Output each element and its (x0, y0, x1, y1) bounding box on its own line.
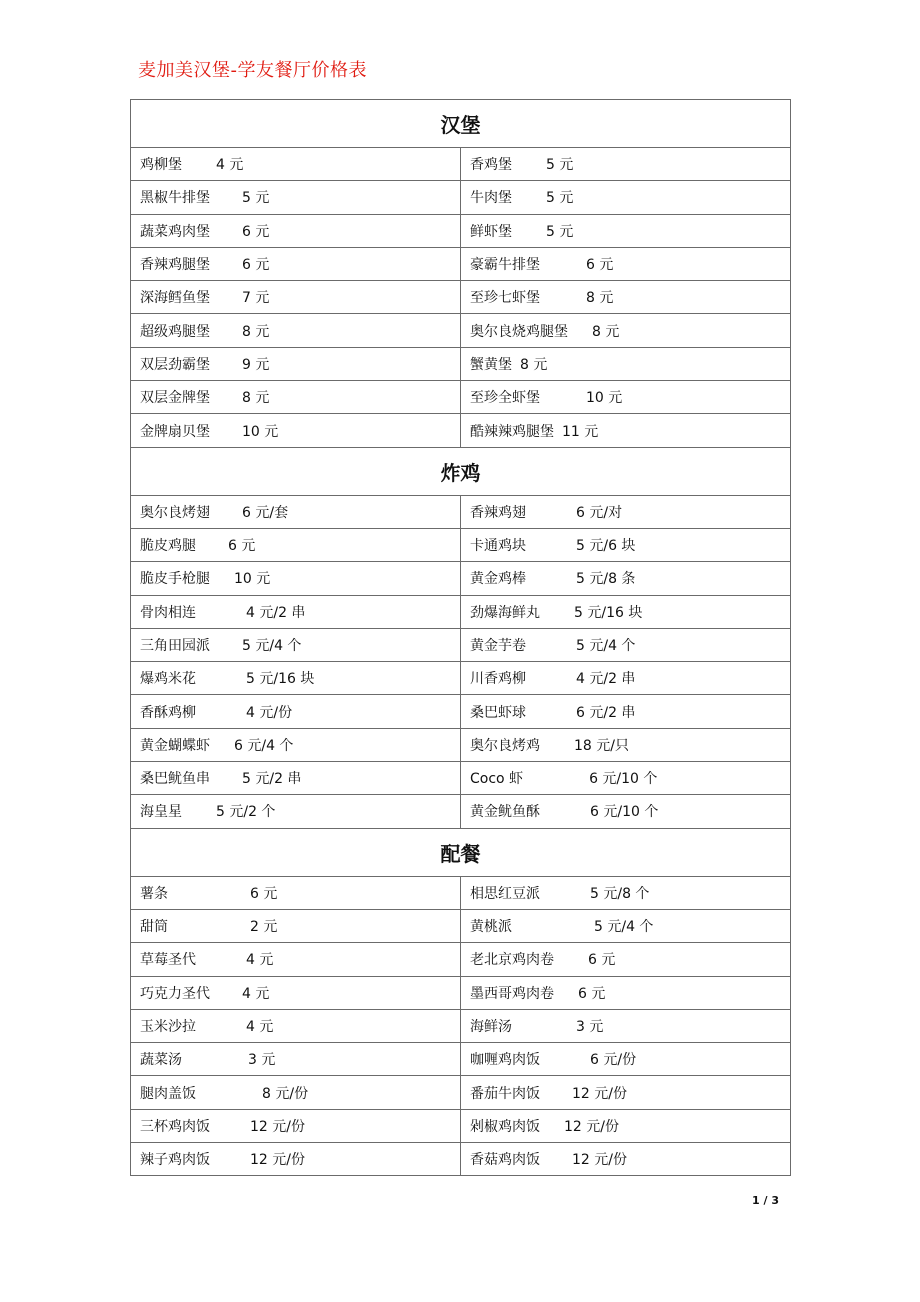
menu-item (131, 976, 461, 1009)
item-name: 玉米沙拉 (140, 1018, 196, 1035)
item-name: 黑椒牛排堡 (140, 190, 210, 207)
menu-item (131, 695, 461, 728)
menu-item (131, 495, 461, 528)
item-name: 黄桃派 (470, 919, 512, 936)
item-name: 鸡柳堡 (140, 157, 182, 174)
menu-item (131, 909, 461, 942)
item-price: 12 元/份 (572, 1152, 627, 1169)
item-name: 脆皮手枪腿 (140, 571, 210, 588)
menu-item (461, 495, 791, 528)
menu-item (461, 695, 791, 728)
item-name: 至珍全虾堡 (470, 390, 540, 407)
menu-item (131, 414, 461, 447)
item-price: 12 元/份 (564, 1118, 619, 1135)
price-table (130, 99, 791, 1176)
menu-item (461, 943, 791, 976)
menu-row (131, 762, 791, 795)
item-price: 8 元 (592, 323, 620, 340)
menu-item (461, 876, 791, 909)
item-price: 6 元/2 串 (576, 704, 636, 721)
item-price: 4 元 (246, 1018, 274, 1035)
item-name: 剁椒鸡肉饭 (470, 1118, 540, 1135)
menu-item (131, 1143, 461, 1176)
item-name: 豪霸牛排堡 (470, 257, 540, 274)
item-price: 5 元/4 个 (576, 638, 636, 654)
item-name: 双层劲霸堡 (140, 356, 210, 373)
item-name: 骨肉相连 (140, 604, 196, 621)
item-name: 香鸡堡 (470, 157, 512, 174)
menu-item (461, 1109, 791, 1142)
menu-item (461, 762, 791, 795)
item-price: 7 元 (242, 290, 270, 307)
menu-row (131, 1076, 791, 1109)
menu-item (461, 181, 791, 214)
menu-item (461, 595, 791, 628)
item-price: 10 元 (586, 390, 623, 407)
item-price: 5 元/2 串 (242, 771, 302, 788)
section-title: 炸鸡 (131, 447, 791, 495)
item-price: 6 元/10 个 (590, 804, 659, 821)
item-price: 6 元/套 (242, 504, 289, 521)
item-name: 黄金鸡棒 (470, 571, 526, 588)
item-name: 甜筒 (140, 919, 168, 936)
item-price: 10 元 (234, 571, 271, 588)
menu-item (131, 1109, 461, 1142)
menu-item (131, 728, 461, 761)
menu-row (131, 695, 791, 728)
item-price: 12 元/份 (572, 1085, 627, 1102)
menu-item (461, 1043, 791, 1076)
item-price: 6 元 (250, 885, 278, 902)
menu-row (131, 1109, 791, 1142)
price-table-body (131, 100, 791, 1176)
menu-row (131, 562, 791, 595)
item-name: 牛肉堡 (470, 190, 512, 207)
item-name: 番茄牛肉饭 (470, 1085, 540, 1102)
menu-item (461, 662, 791, 695)
menu-row (131, 909, 791, 942)
item-name: 爆鸡米花 (140, 671, 196, 688)
menu-item (131, 795, 461, 828)
menu-item (461, 1076, 791, 1109)
item-name: 川香鸡柳 (470, 671, 526, 688)
menu-item (461, 528, 791, 561)
item-price: 8 元 (520, 356, 548, 373)
item-price: 5 元/6 块 (576, 538, 636, 555)
item-price: 8 元 (586, 290, 614, 307)
item-price: 3 元 (248, 1052, 276, 1069)
menu-item (131, 528, 461, 561)
item-price: 4 元/2 串 (246, 604, 306, 621)
menu-item (461, 347, 791, 380)
item-price: 6 元/对 (576, 504, 623, 521)
menu-row (131, 943, 791, 976)
item-name: 蟹黄堡 (470, 356, 512, 373)
item-price: 5 元/8 条 (576, 571, 636, 588)
menu-item (461, 562, 791, 595)
menu-item (131, 595, 461, 628)
menu-row (131, 795, 791, 828)
menu-item (131, 662, 461, 695)
item-name: 老北京鸡肉卷 (470, 952, 554, 969)
item-name: 三杯鸡肉饭 (140, 1118, 210, 1135)
menu-item (131, 314, 461, 347)
item-name: 香辣鸡腿堡 (140, 257, 210, 274)
item-price: 2 元 (250, 919, 278, 936)
menu-item (461, 909, 791, 942)
item-name: 海鲜汤 (470, 1018, 512, 1035)
section-header-row (131, 828, 791, 876)
item-name: 黄金鱿鱼酥 (470, 804, 540, 821)
menu-item (461, 628, 791, 661)
menu-item (461, 148, 791, 181)
item-name: 桑巴鱿鱼串 (140, 771, 210, 788)
item-price: 4 元/份 (246, 704, 293, 721)
item-price: 4 元 (216, 157, 244, 174)
menu-row (131, 595, 791, 628)
item-name: 深海鳕鱼堡 (140, 290, 210, 307)
item-name: 奥尔良烤翅 (140, 504, 210, 521)
item-name: 相思红豆派 (470, 885, 540, 902)
item-price: 5 元 (546, 190, 574, 207)
item-price: 5 元/4 个 (594, 919, 654, 936)
item-name: 酷辣辣鸡腿堡 (470, 423, 554, 440)
item-name: 黄金蝴蝶虾 (140, 737, 210, 754)
menu-item (461, 247, 791, 280)
menu-item (131, 762, 461, 795)
menu-row (131, 181, 791, 214)
item-price: 6 元/10 个 (589, 771, 658, 788)
item-name: 蔬菜汤 (140, 1052, 182, 1069)
item-price: 6 元/份 (590, 1052, 637, 1069)
item-price: 11 元 (562, 423, 599, 440)
menu-item (461, 728, 791, 761)
menu-item (461, 414, 791, 447)
item-price: 3 元 (576, 1018, 604, 1035)
item-name: 卡通鸡块 (470, 538, 526, 555)
menu-row (131, 976, 791, 1009)
item-price: 8 元 (242, 390, 270, 407)
menu-item (131, 562, 461, 595)
item-price: 6 元 (242, 257, 270, 274)
item-name: 巧克力圣代 (140, 985, 210, 1002)
menu-item (461, 795, 791, 828)
item-price: 8 元/份 (262, 1085, 309, 1102)
item-price: 4 元/2 串 (576, 671, 636, 688)
document-title: 麦加美汉堡-学友餐厅价格表 (138, 60, 367, 81)
menu-row (131, 628, 791, 661)
item-price: 4 元 (242, 985, 270, 1002)
item-price: 6 元 (242, 223, 270, 240)
item-name: 三角田园派 (140, 638, 210, 654)
menu-row (131, 148, 791, 181)
menu-item (461, 1143, 791, 1176)
menu-row (131, 247, 791, 280)
item-price: 4 元 (246, 952, 274, 969)
section-header-row (131, 100, 791, 148)
item-name: 墨西哥鸡肉卷 (470, 985, 554, 1002)
menu-item (131, 1076, 461, 1109)
item-price: 18 元/只 (574, 737, 629, 754)
item-price: 8 元 (242, 323, 270, 340)
item-name: 双层金牌堡 (140, 390, 210, 407)
item-name: 香菇鸡肉饭 (470, 1152, 540, 1169)
menu-item (131, 381, 461, 414)
item-price: 5 元 (546, 223, 574, 240)
item-name: 辣子鸡肉饭 (140, 1152, 210, 1169)
menu-row (131, 528, 791, 561)
menu-row (131, 214, 791, 247)
menu-row (131, 1043, 791, 1076)
item-name: 薯条 (140, 885, 168, 902)
item-price: 6 元 (586, 257, 614, 274)
item-name: 草莓圣代 (140, 952, 196, 969)
item-price: 5 元/4 个 (242, 638, 302, 654)
item-name: 鲜虾堡 (470, 223, 512, 240)
menu-item (131, 876, 461, 909)
item-name: 奥尔良烧鸡腿堡 (470, 323, 568, 340)
item-name: 蔬菜鸡肉堡 (140, 223, 210, 240)
section-title: 汉堡 (131, 100, 791, 148)
item-price: 5 元 (546, 157, 574, 174)
menu-item (461, 976, 791, 1009)
menu-item (131, 214, 461, 247)
item-name: 奥尔良烤鸡 (470, 737, 540, 754)
menu-row (131, 876, 791, 909)
item-price: 5 元/16 块 (574, 604, 643, 621)
item-price: 6 元 (578, 985, 606, 1002)
item-price: 5 元/8 个 (590, 885, 650, 902)
item-name: 劲爆海鲜丸 (470, 604, 540, 621)
item-name: 香辣鸡翅 (470, 504, 526, 521)
menu-item (461, 381, 791, 414)
item-price: 12 元/份 (250, 1152, 305, 1169)
menu-row (131, 314, 791, 347)
item-price: 10 元 (242, 423, 279, 440)
item-price: 5 元 (242, 190, 270, 207)
item-name: 海皇星 (140, 804, 182, 821)
item-name: Coco 虾 (470, 771, 524, 788)
menu-row (131, 347, 791, 380)
item-name: 脆皮鸡腿 (140, 538, 196, 555)
section-header-row (131, 447, 791, 495)
menu-item (131, 347, 461, 380)
item-price: 5 元/16 块 (246, 671, 315, 688)
menu-item (131, 628, 461, 661)
item-name: 香酥鸡柳 (140, 704, 196, 721)
item-name: 腿肉盖饭 (140, 1085, 196, 1102)
item-name: 咖喱鸡肉饭 (470, 1052, 540, 1069)
menu-row (131, 1009, 791, 1042)
item-name: 超级鸡腿堡 (140, 323, 210, 340)
menu-item (461, 1009, 791, 1042)
item-name: 金牌扇贝堡 (140, 423, 210, 440)
menu-item (131, 148, 461, 181)
menu-row (131, 495, 791, 528)
item-name: 黄金芋卷 (470, 638, 526, 654)
menu-row (131, 414, 791, 447)
item-price: 6 元/4 个 (234, 737, 294, 754)
item-price: 6 元 (588, 952, 616, 969)
menu-row (131, 281, 791, 314)
item-price: 12 元/份 (250, 1118, 305, 1135)
menu-row (131, 381, 791, 414)
menu-item (131, 281, 461, 314)
menu-item (131, 1043, 461, 1076)
menu-item (131, 247, 461, 280)
menu-row (131, 728, 791, 761)
menu-row (131, 662, 791, 695)
menu-item (131, 181, 461, 214)
menu-item (131, 1009, 461, 1042)
page-number: 1 / 3 (752, 1194, 779, 1207)
item-price: 9 元 (242, 356, 270, 373)
item-price: 6 元 (228, 538, 256, 555)
menu-item (461, 214, 791, 247)
item-name: 至珍七虾堡 (470, 290, 540, 307)
item-name: 桑巴虾球 (470, 704, 526, 721)
menu-item (461, 314, 791, 347)
item-price: 5 元/2 个 (216, 804, 276, 821)
section-title: 配餐 (131, 828, 791, 876)
menu-item (131, 943, 461, 976)
menu-row (131, 1143, 791, 1176)
menu-item (461, 281, 791, 314)
